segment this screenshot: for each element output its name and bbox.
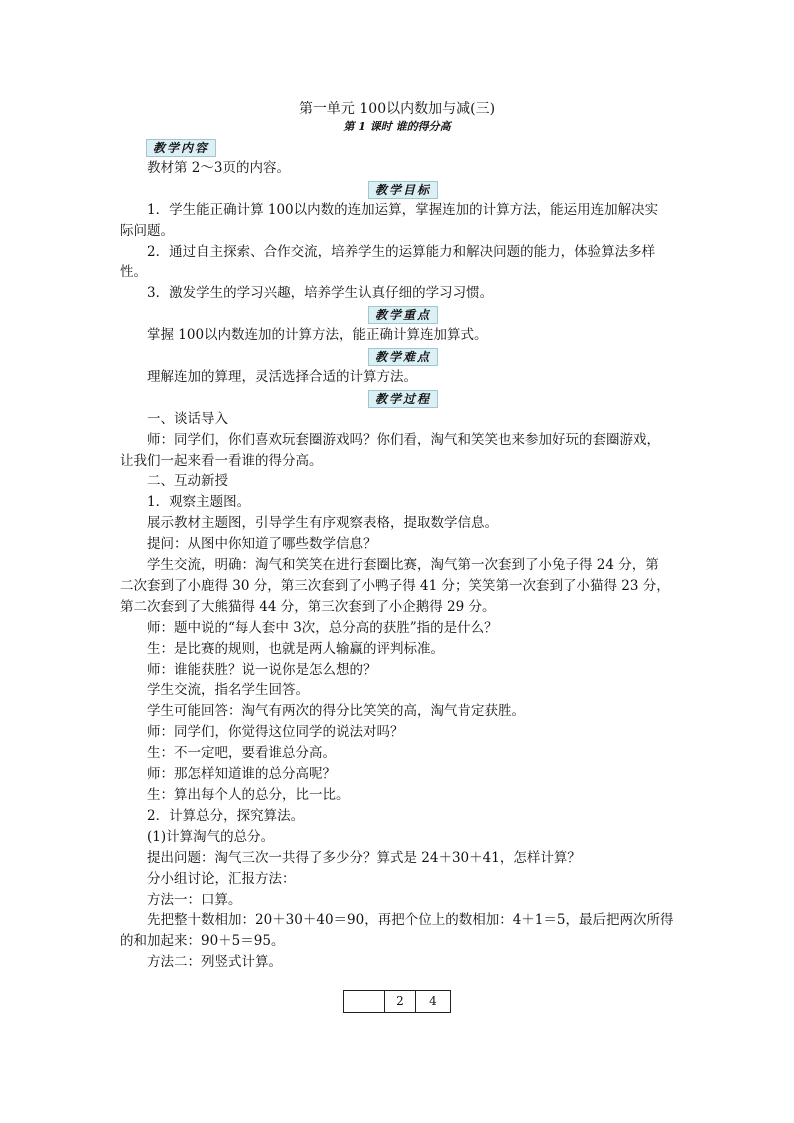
difficulty-text: 理解连加的算理，灵活选择合适的计算方法。 xyxy=(147,368,417,385)
paragraph: 学生交流，指名学生回答。 xyxy=(147,682,309,699)
section-label-key: 教学重点 xyxy=(368,306,438,324)
paragraph: 1．观察主题图。 xyxy=(147,494,251,511)
page-number-box xyxy=(343,990,451,1013)
paragraph: 学生可能回答：淘气有两次的得分比笑笑的高，淘气肯定获胜。 xyxy=(147,703,525,720)
section-label-row xyxy=(120,388,680,409)
paragraph: 的和加起来：90＋5＝95。 xyxy=(120,933,285,950)
page-box-cell-4: 4 xyxy=(429,994,437,1008)
lesson-content xyxy=(120,137,680,973)
paragraph: (1)计算淘气的总分。 xyxy=(147,828,275,845)
paragraph: 师：同学们，你们喜欢玩套圈游戏吗？你们看，淘气和笑笑也来参加好玩的套圈游戏， xyxy=(147,431,660,448)
content-text: 教材第 2～3页的内容。 xyxy=(147,159,290,176)
paragraph: 方法一：口算。 xyxy=(147,891,242,908)
goal-1-line-1: 1．学生能正确计算 100以内数的连加运算，掌握连加的计算方法，能运用连加解决实 xyxy=(147,201,659,218)
section-label-process: 教学过程 xyxy=(368,390,438,408)
paragraph: 一、谈话导入 xyxy=(147,410,228,427)
paragraph: 师：同学们，你觉得这位同学的说法对吗？ xyxy=(147,724,404,741)
paragraph: 提出问题：淘气三次一共得了多少分？算式是 24＋30＋41，怎样计算？ xyxy=(147,849,581,866)
paragraph: 生：不一定吧，要看谁总分高。 xyxy=(147,745,336,762)
lesson-subtitle: 第 1 课时 谁的得分高 xyxy=(343,120,451,133)
paragraph: 生：是比赛的规则，也就是两人输赢的评判标准。 xyxy=(147,640,444,657)
paragraph: 展示教材主题图，引导学生有序观察表格，提取数学信息。 xyxy=(147,515,498,532)
paragraph: 学生交流，明确：淘气和笑笑在进行套圈比赛，淘气第一次套到了小兔子得 24 分，第 xyxy=(147,557,659,574)
paragraph: 二次套到了小鹿得 30 分，第三次套到了小鸭子得 41 分；笑笑第一次套到了小猫得 23 分， xyxy=(120,577,670,594)
paragraph: 2．计算总分，探究算法。 xyxy=(147,807,305,824)
paragraph: 第二次套到了大熊猫得 44 分，第三次套到了小企鹅得 29 分。 xyxy=(120,598,496,615)
goal-2-line-2: 性。 xyxy=(120,264,147,281)
section-label-row xyxy=(120,179,680,200)
goal-1-line-2: 际问题。 xyxy=(120,222,174,239)
page-box-cell-2: 2 xyxy=(385,991,416,1012)
paragraph: 方法二：列竖式计算。 xyxy=(147,954,282,971)
goal-3: 3．激发学生的学习兴趣，培养学生认真仔细的学习习惯。 xyxy=(147,285,494,302)
section-label-row xyxy=(120,304,680,325)
section-label-content: 教学内容 xyxy=(146,139,216,157)
unit-title: 第一单元 100以内数加与减(三) xyxy=(298,101,496,117)
section-label-row xyxy=(120,346,680,367)
paragraph: 提问：从图中你知道了哪些数学信息？ xyxy=(147,536,377,553)
page-box-cell-blank xyxy=(344,991,385,1012)
paragraph: 先把整十数相加：20＋30＋40＝90，再把个位上的数相加：4＋1＝5，最后把两次所得 xyxy=(147,912,674,929)
section-label-goals: 教学目标 xyxy=(368,181,438,199)
paragraph: 师：谁能获胜？说一说你是怎么想的？ xyxy=(147,661,377,678)
section-label-row xyxy=(120,137,680,158)
paragraph: 师：那怎样知道谁的总分高呢？ xyxy=(147,766,336,783)
paragraph: 师：题中说的“每人套中 3次，总分高的获胜”指的是什么？ xyxy=(147,619,498,636)
paragraph: 分小组讨论，汇报方法： xyxy=(147,870,296,887)
paragraph: 生：算出每个人的总分，比一比。 xyxy=(147,787,350,804)
goal-2-line-1: 2．通过自主探索、合作交流，培养学生的运算能力和解决问题的能力，体验算法多样 xyxy=(147,243,656,260)
paragraph: 让我们一起来看一看谁的得分高。 xyxy=(120,452,323,469)
paragraph: 二、互动新授 xyxy=(147,473,228,490)
key-text: 掌握 100以内数连加的计算方法，能正确计算连加算式。 xyxy=(147,327,488,344)
section-label-difficulty: 教学难点 xyxy=(368,348,438,366)
